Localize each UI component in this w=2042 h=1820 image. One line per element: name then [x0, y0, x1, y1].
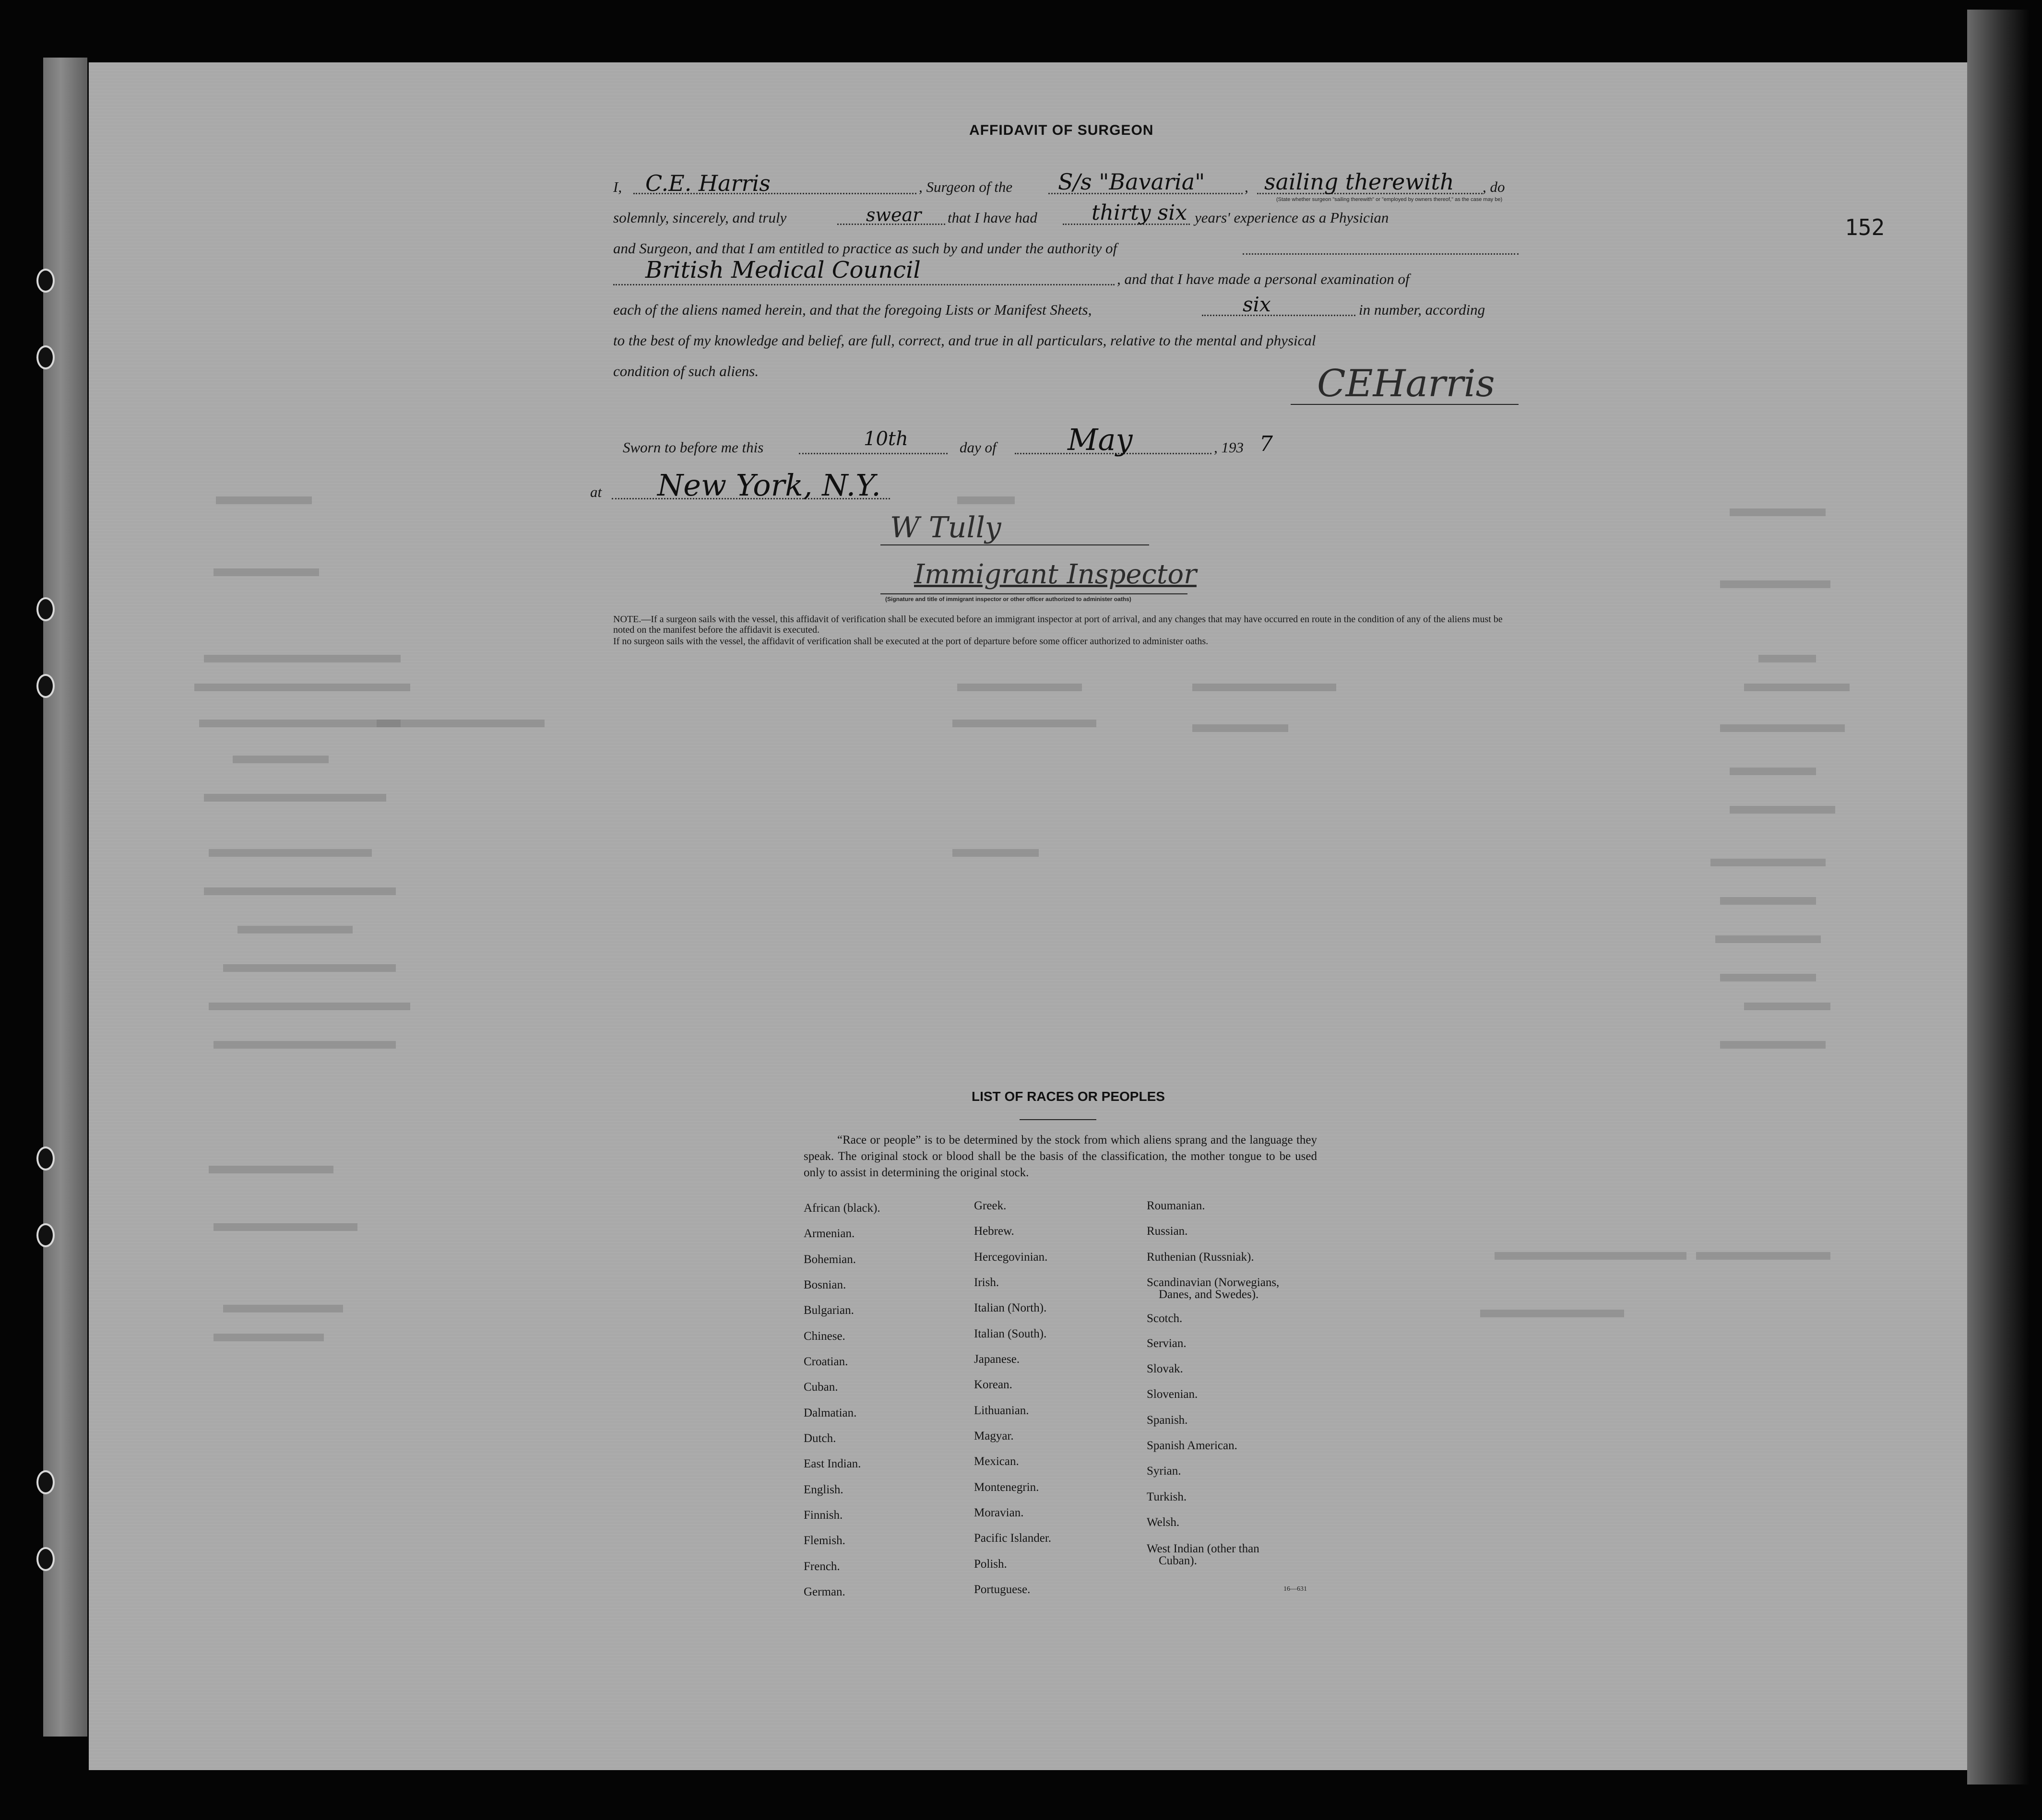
race-item: Roumanian.: [1147, 1199, 1205, 1212]
race-item: Hebrew.: [974, 1225, 1014, 1238]
sworn-day: 10th: [864, 428, 908, 450]
surgeon-status-note: (State whether surgeon "sailing therewith" or "employed by owners thereof," as the case may be): [1276, 197, 1503, 202]
punch-hole: [36, 345, 55, 369]
sworn-text: day of: [960, 439, 997, 456]
title-rule: [1020, 1119, 1096, 1120]
affidavit-title: AFFIDAVIT OF SURGEON: [969, 122, 1154, 138]
race-item: Syrian.: [1147, 1465, 1181, 1477]
race-item: Japanese.: [974, 1353, 1020, 1366]
sworn-month: May: [1068, 422, 1133, 457]
race-item: Bosnian.: [804, 1278, 846, 1291]
race-item: Turkish.: [1147, 1490, 1187, 1503]
race-item: Korean.: [974, 1378, 1012, 1391]
surgeon-signature: CEHarris: [1317, 362, 1495, 405]
manifest-page: [89, 62, 1967, 1770]
affidavit-text: solemnly, sincerely, and truly: [613, 209, 787, 226]
race-item: Dalmatian.: [804, 1406, 857, 1419]
sworn-text: , 193: [1214, 439, 1244, 456]
sworn-text: Sworn to before me this: [623, 439, 764, 456]
race-item: Finnish.: [804, 1509, 843, 1522]
race-item: Bulgarian.: [804, 1304, 854, 1317]
races-title: LIST OF RACES OR PEOPLES: [972, 1089, 1165, 1104]
race-item: Mexican.: [974, 1455, 1019, 1468]
sworn-year-digit: 7: [1259, 432, 1273, 456]
sworn-place: New York, N.Y.: [657, 468, 881, 503]
race-item: Italian (South).: [974, 1327, 1047, 1340]
punch-hole: [36, 674, 55, 698]
race-item: Scandinavian (Norwegians,: [1147, 1276, 1280, 1289]
race-item: Servian.: [1147, 1337, 1187, 1350]
race-item: East Indian.: [804, 1457, 861, 1470]
at-label: at: [590, 484, 602, 500]
form-number: 16—631: [1283, 1585, 1307, 1593]
race-item: Flemish.: [804, 1534, 845, 1547]
race-item: German.: [804, 1585, 845, 1598]
affidavit-text: to the best of my knowledge and belief, are full, correct, and true in all particulars, relative to the mental and physical: [613, 332, 1316, 349]
race-item: English.: [804, 1483, 843, 1496]
affidavit-note: If no surgeon sails with the vessel, the affidavit of verification shall be executed at the port of departure before some officer authorized to administer oaths.: [613, 636, 1209, 647]
surgeon-name: C.E. Harris: [645, 170, 771, 196]
punch-hole: [36, 1146, 55, 1170]
punch-hole: [36, 1223, 55, 1247]
page-edge: [1967, 10, 2030, 1785]
licensing-authority: British Medical Council: [645, 257, 921, 284]
punch-hole: [36, 1470, 55, 1494]
race-item: Italian (North).: [974, 1301, 1047, 1314]
inspector-signature: W Tully: [890, 511, 1001, 544]
race-item: Irish.: [974, 1276, 999, 1289]
race-item: Ruthenian (Russniak).: [1147, 1251, 1254, 1264]
affidavit-text: , Surgeon of the: [919, 178, 1013, 195]
race-item: Polish.: [974, 1558, 1007, 1571]
race-item: Greek.: [974, 1199, 1007, 1212]
punch-hole: [36, 1547, 55, 1571]
page-number: 152: [1845, 214, 1885, 240]
affidavit-text: and Surgeon, and that I am entitled to practice as such by and under the authority of: [613, 240, 1117, 257]
affidavit-text: ,: [1245, 178, 1248, 195]
affidavit-text: condition of such aliens.: [613, 363, 759, 379]
affidavit-text: I,: [613, 178, 622, 195]
affidavit-text: years' experience as a Physician: [1195, 209, 1389, 226]
race-item: Cuban).: [1159, 1554, 1197, 1567]
inspector-title: Immigrant Inspector: [914, 559, 1197, 590]
race-item: Dutch.: [804, 1432, 836, 1445]
race-item: Magyar.: [974, 1430, 1014, 1442]
race-item: Danes, and Swedes).: [1159, 1288, 1259, 1301]
race-item: West Indian (other than: [1147, 1542, 1259, 1555]
race-item: Lithuanian.: [974, 1404, 1029, 1417]
race-item: Croatian.: [804, 1355, 848, 1368]
race-item: Pacific Islander.: [974, 1532, 1052, 1545]
sheet-count: six: [1243, 293, 1271, 316]
ship-name: S/s "Bavaria": [1058, 169, 1205, 195]
affidavit-text: that I have had: [948, 209, 1037, 226]
race-item: Hercegovinian.: [974, 1251, 1048, 1264]
affidavit-text: each of the aliens named herein, and that the foregoing Lists or Manifest Sheets,: [613, 301, 1092, 318]
race-item: Montenegrin.: [974, 1481, 1039, 1494]
punch-hole: [36, 269, 55, 293]
race-item: French.: [804, 1560, 840, 1573]
race-item: Scotch.: [1147, 1312, 1183, 1325]
punch-hole: [36, 597, 55, 621]
race-item: Armenian.: [804, 1227, 855, 1240]
race-item: Bohemian.: [804, 1253, 856, 1266]
race-item: Spanish American.: [1147, 1439, 1237, 1452]
affidavit-text: , and that I have made a personal examination of: [1117, 271, 1410, 287]
race-item: Portuguese.: [974, 1583, 1031, 1596]
race-item: Spanish.: [1147, 1414, 1188, 1427]
race-item: Welsh.: [1147, 1516, 1180, 1529]
race-item: Slovak.: [1147, 1362, 1183, 1375]
years-experience: thirty six: [1092, 201, 1187, 225]
affidavit-note: NOTE.—If a surgeon sails with the vessel, this affidavit of verification shall be executed before an immigrant inspector at port of arrival, and any changes that may have occurred en route in the condition of any of the aliens must be noted on the manifest before the affidavit is executed.: [613, 614, 1503, 635]
signature-caption: (Signature and title of immigrant inspector or other officer authorized to administer oaths): [885, 596, 1131, 603]
binding-strip: [43, 58, 87, 1737]
races-intro: “Race or people” is to be determined by the stock from which aliens sprang and the language they speak. The original stock or blood shall be the basis of the classification, the mother tongue to be used only to assist in determining the original stock.: [804, 1134, 1317, 1179]
race-item: Moravian.: [974, 1506, 1024, 1519]
race-item: Slovenian.: [1147, 1388, 1198, 1401]
race-item: Chinese.: [804, 1330, 845, 1343]
race-item: Russian.: [1147, 1225, 1188, 1238]
affidavit-text: , do: [1483, 178, 1505, 195]
sailing-status: sailing therewith: [1264, 169, 1454, 195]
race-item: African (black).: [804, 1202, 880, 1215]
affidavit-text: in number, according: [1359, 301, 1485, 318]
race-item: Cuban.: [804, 1381, 838, 1394]
swear-word: swear: [866, 204, 922, 225]
